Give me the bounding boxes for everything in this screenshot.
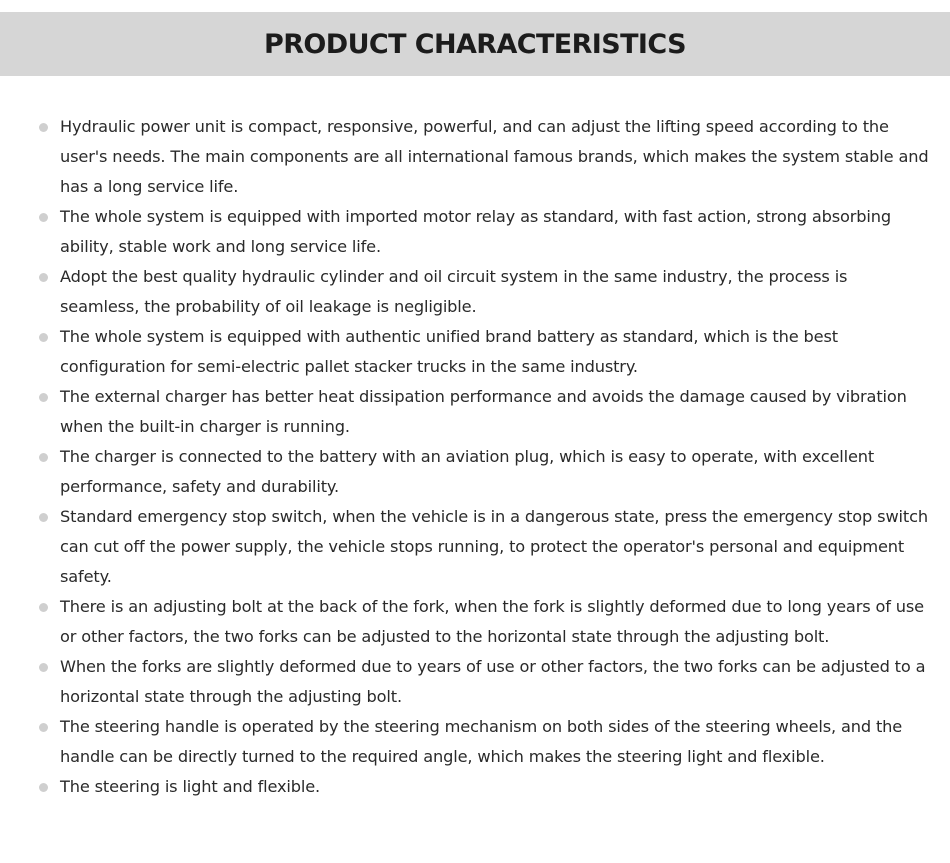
feature-item (0, 202, 950, 262)
feature-text: The steering is light and flexible. (60, 777, 321, 796)
feature-item (0, 322, 950, 382)
feature-text: The external charger has better heat dissipation performance and avoids the damage caused by vibration when the built-in charger is running. (60, 387, 907, 436)
bullet-icon (39, 123, 48, 132)
feature-text: Hydraulic power unit is compact, responsive, powerful, and can adjust the lifting speed according to the user's needs. The main components are all international famous brands, which makes the system stable and has a long service life. (60, 117, 929, 196)
feature-item (0, 382, 950, 442)
feature-item (0, 442, 950, 502)
feature-text: There is an adjusting bolt at the back of the fork, when the fork is slightly deformed due to long years of use or other factors, the two forks can be adjusted to the horizontal state through the adjusting bolt. (60, 597, 924, 646)
feature-item (0, 112, 950, 202)
feature-item (0, 772, 950, 802)
feature-text: The whole system is equipped with imported motor relay as standard, with fast action, strong absorbing ability, stable work and long service life. (60, 207, 891, 256)
feature-item (0, 592, 950, 652)
bullet-icon (39, 783, 48, 792)
bullet-icon (39, 663, 48, 672)
bullet-icon (39, 453, 48, 462)
bullet-icon (39, 723, 48, 732)
feature-text: Adopt the best quality hydraulic cylinder and oil circuit system in the same industry, the process is seamless, the probability of oil leakage is negligible. (60, 267, 848, 316)
bullet-icon (39, 213, 48, 222)
feature-item (0, 262, 950, 322)
bullet-icon (39, 273, 48, 282)
bullet-icon (39, 513, 48, 522)
bullet-icon (39, 333, 48, 342)
feature-text: Standard emergency stop switch, when the vehicle is in a dangerous state, press the emergency stop switch can cut off the power supply, the vehicle stops running, to protect the operator's personal and equipment safety. (60, 507, 928, 586)
feature-list (0, 112, 950, 802)
feature-item (0, 652, 950, 712)
page-title: PRODUCT CHARACTERISTICS (264, 28, 686, 60)
feature-text: The whole system is equipped with authentic unified brand battery as standard, which is the best configuration for semi-electric pallet stacker trucks in the same industry. (60, 327, 838, 376)
feature-text: The steering handle is operated by the steering mechanism on both sides of the steering wheels, and the handle can be directly turned to the required angle, which makes the steering light and flexible. (60, 717, 903, 766)
feature-text: When the forks are slightly deformed due to years of use or other factors, the two forks can be adjusted to a horizontal state through the adjusting bolt. (60, 657, 926, 706)
feature-text: The charger is connected to the battery with an aviation plug, which is easy to operate, with excellent performance, safety and durability. (60, 447, 875, 496)
bullet-icon (39, 393, 48, 402)
feature-item (0, 502, 950, 592)
header-bar (0, 12, 950, 76)
feature-item (0, 712, 950, 772)
bullet-icon (39, 603, 48, 612)
